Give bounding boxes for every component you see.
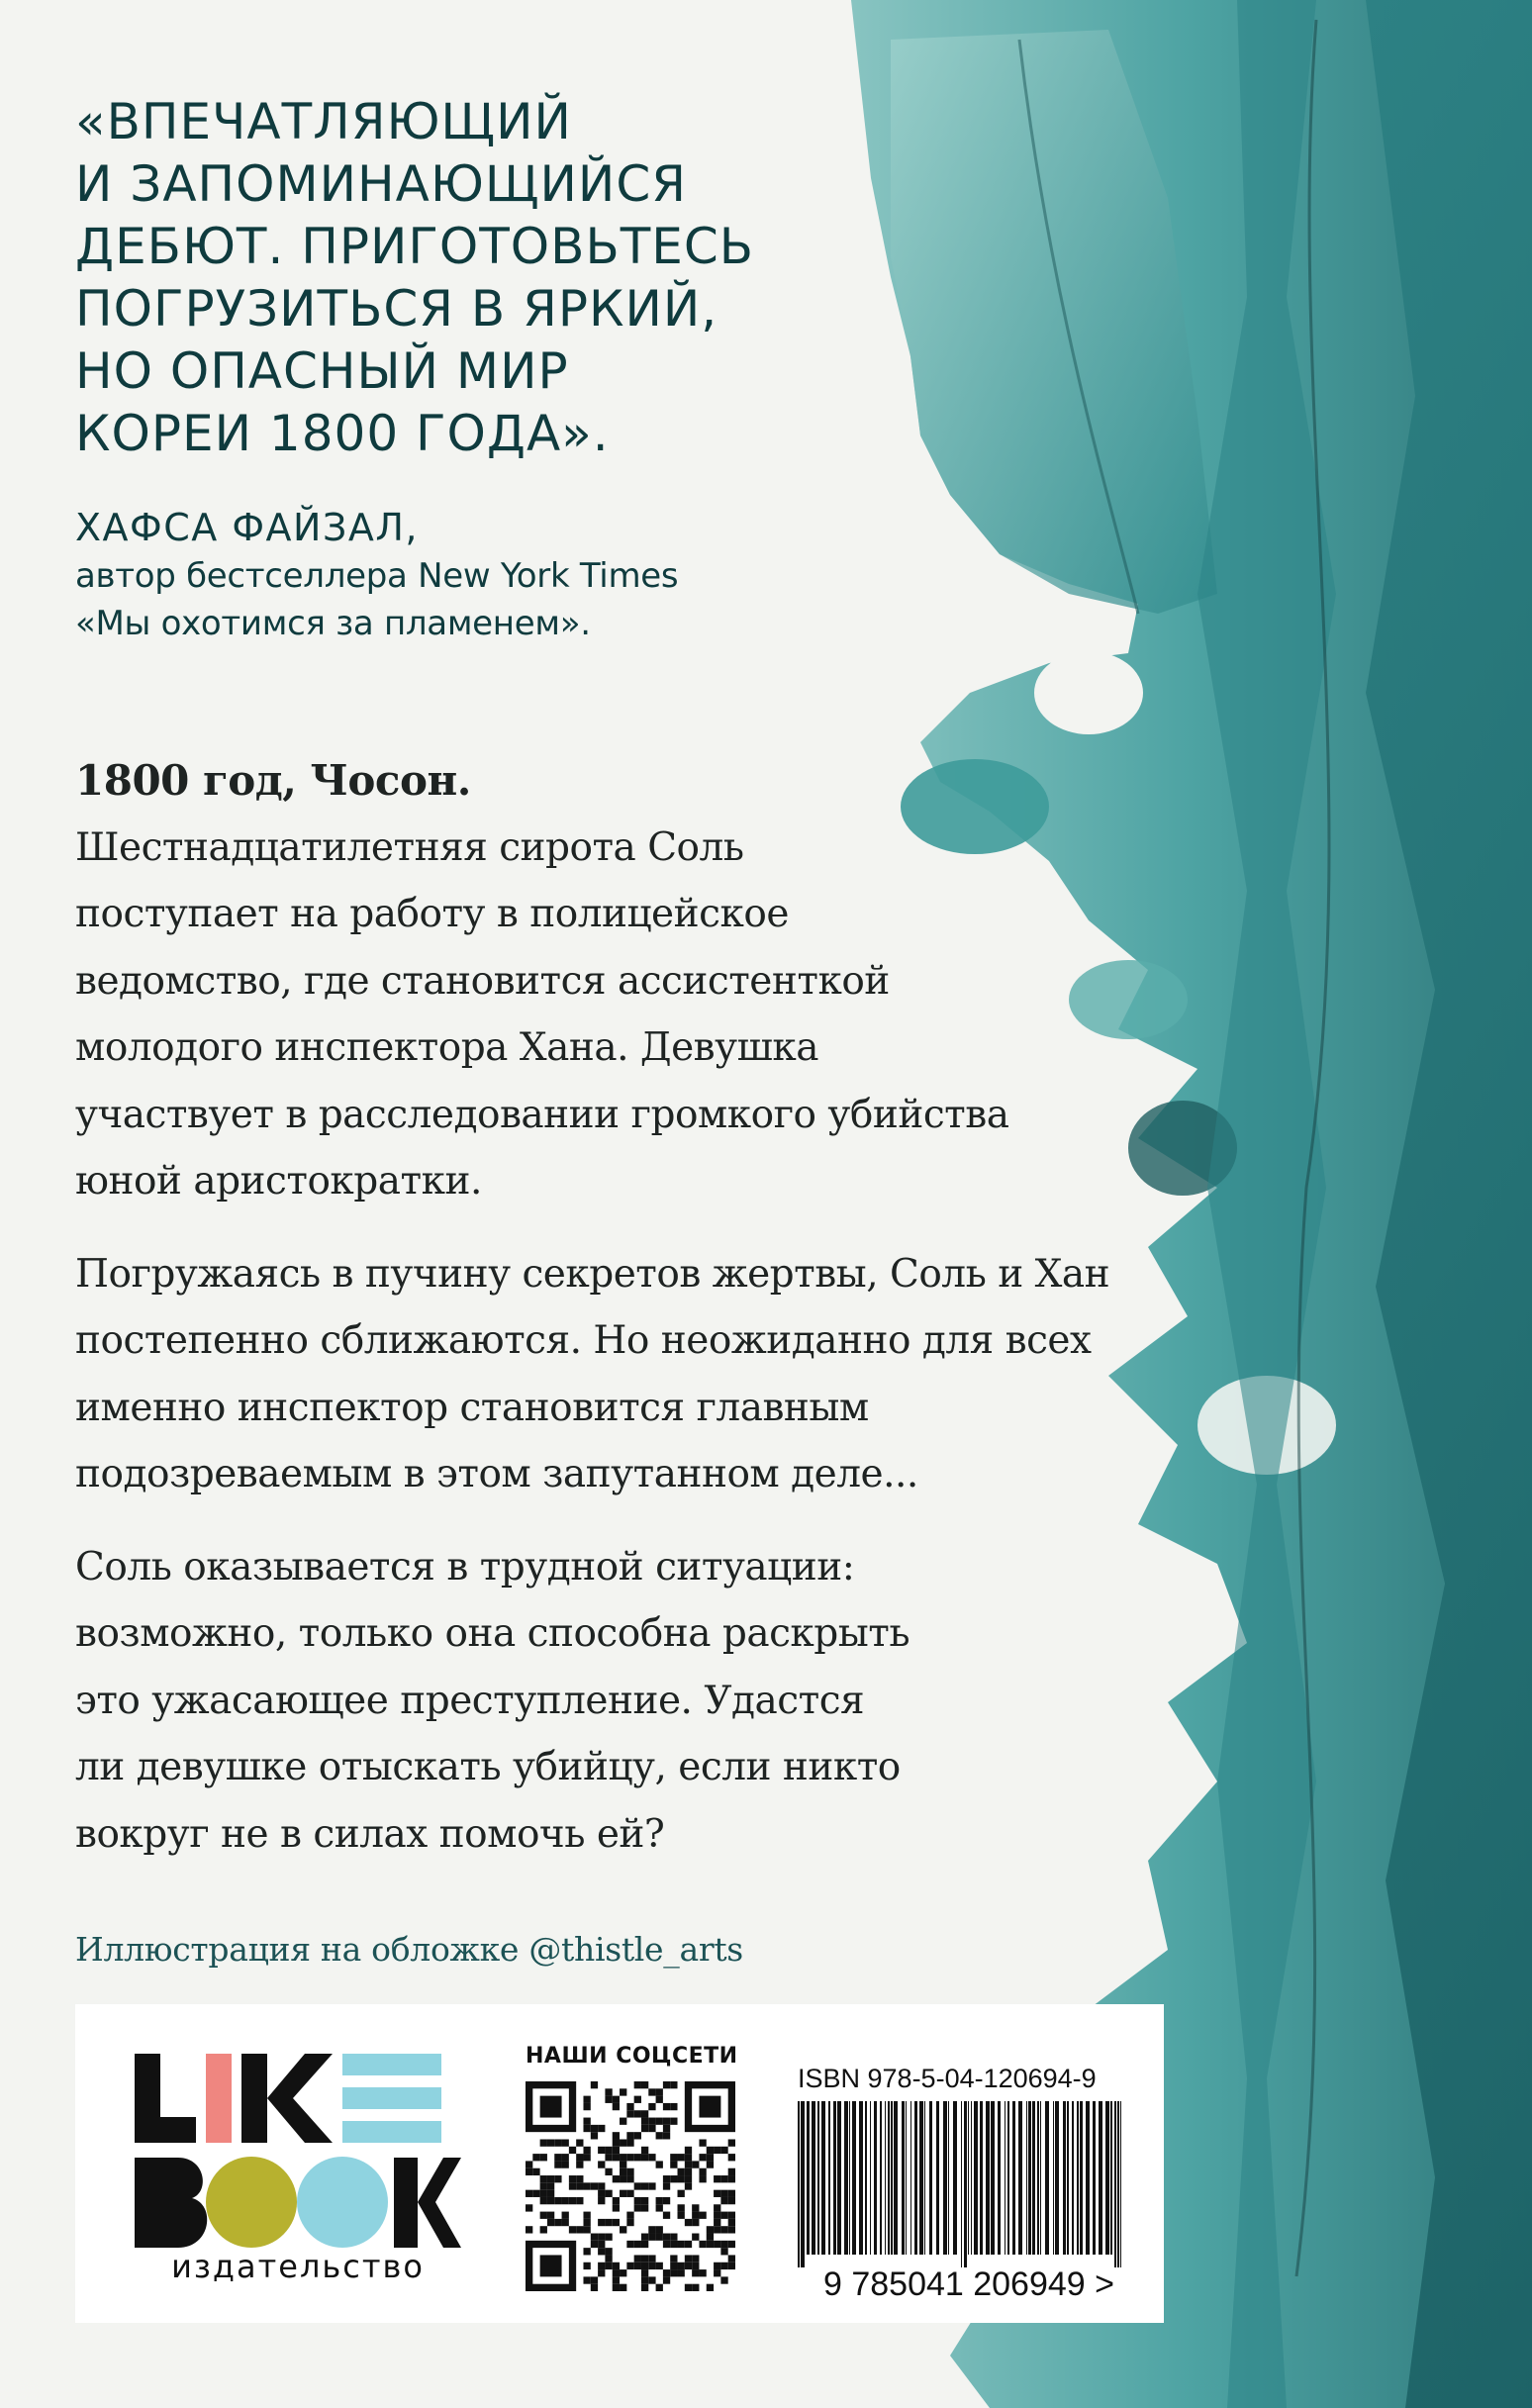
qr-code-icon[interactable]	[526, 2081, 735, 2291]
text-line: Соль оказывается в трудной ситуации:	[75, 1544, 855, 1589]
synopsis	[75, 747, 1213, 1893]
publisher-panel	[75, 2004, 1164, 2323]
barcode-digits: 9 785041 206949 >	[822, 2265, 1115, 2299]
logo-subtitle: издательство	[171, 2248, 425, 2281]
text-line: возможно, только она способна раскрыть	[75, 1611, 910, 1656]
text-line: юной аристократки.	[75, 1159, 482, 1204]
quote-line: И ЗАПОМИНАЮЩИЙСЯ	[75, 155, 687, 213]
text-line: ведомство, где становится ассистенткой	[75, 958, 890, 1004]
quote-line: ПОГРУЗИТЬСЯ В ЯРКИЙ,	[75, 280, 718, 337]
text-line: молодого инспектора Хана. Девушка	[75, 1025, 818, 1070]
social-label: НАШИ СОЦСЕТИ	[526, 2044, 738, 2069]
text-line: Шестнадцатилетняя сирота Соль	[75, 824, 744, 870]
synopsis-paragraph-1	[75, 815, 1213, 1215]
synopsis-paragraph-2	[75, 1241, 1213, 1508]
quote-author-book: «Мы охотимся за пламенем».	[75, 604, 591, 643]
text-line: постепенно сближаются. Но неожиданно для всех	[75, 1318, 1092, 1363]
quote-author-credential: автор бестселлера New York Times	[75, 556, 679, 596]
likebook-logo	[135, 2054, 461, 2281]
text-line: вокруг не в силах помочь ей?	[75, 1811, 665, 1857]
quote-attribution	[75, 503, 768, 647]
synopsis-paragraph-3	[75, 1534, 1213, 1869]
isbn-number: ISBN 978-5-04-120694-9	[798, 2064, 1097, 2093]
illustration-credit: Иллюстрация на обложке @thistle_arts	[75, 1930, 743, 1969]
text-line: участвует в расследовании громкого убийства	[75, 1092, 1009, 1137]
blurb-quote	[75, 91, 755, 465]
barcode-icon	[776, 2101, 1162, 2299]
text-line: это ужасающее преступление. Удастся	[75, 1678, 865, 1723]
text-line: именно инспектор становится главным	[75, 1385, 869, 1430]
text-line: поступает на работу в полицейское	[75, 892, 789, 936]
quote-line: ДЕБЮТ. ПРИГОТОВЬТЕСЬ	[75, 218, 755, 275]
synopsis-headline: 1800 год, Чосон.	[75, 756, 471, 805]
text-line: ли девушке отыскать убийцу, если никто	[75, 1745, 901, 1789]
text-line: Погружаясь в пучину секретов жертвы, Соль и Хан	[75, 1251, 1110, 1297]
quote-line: НО ОПАСНЫЙ МИР	[75, 342, 569, 400]
quote-author: ХАФСА ФАЙЗАЛ,	[75, 506, 419, 549]
quote-line: «ВПЕЧАТЛЯЮЩИЙ	[75, 93, 572, 150]
quote-line: КОРЕИ 1800 ГОДА».	[75, 405, 610, 462]
text-line: подозреваемым в этом запутанном деле...	[75, 1452, 918, 1496]
